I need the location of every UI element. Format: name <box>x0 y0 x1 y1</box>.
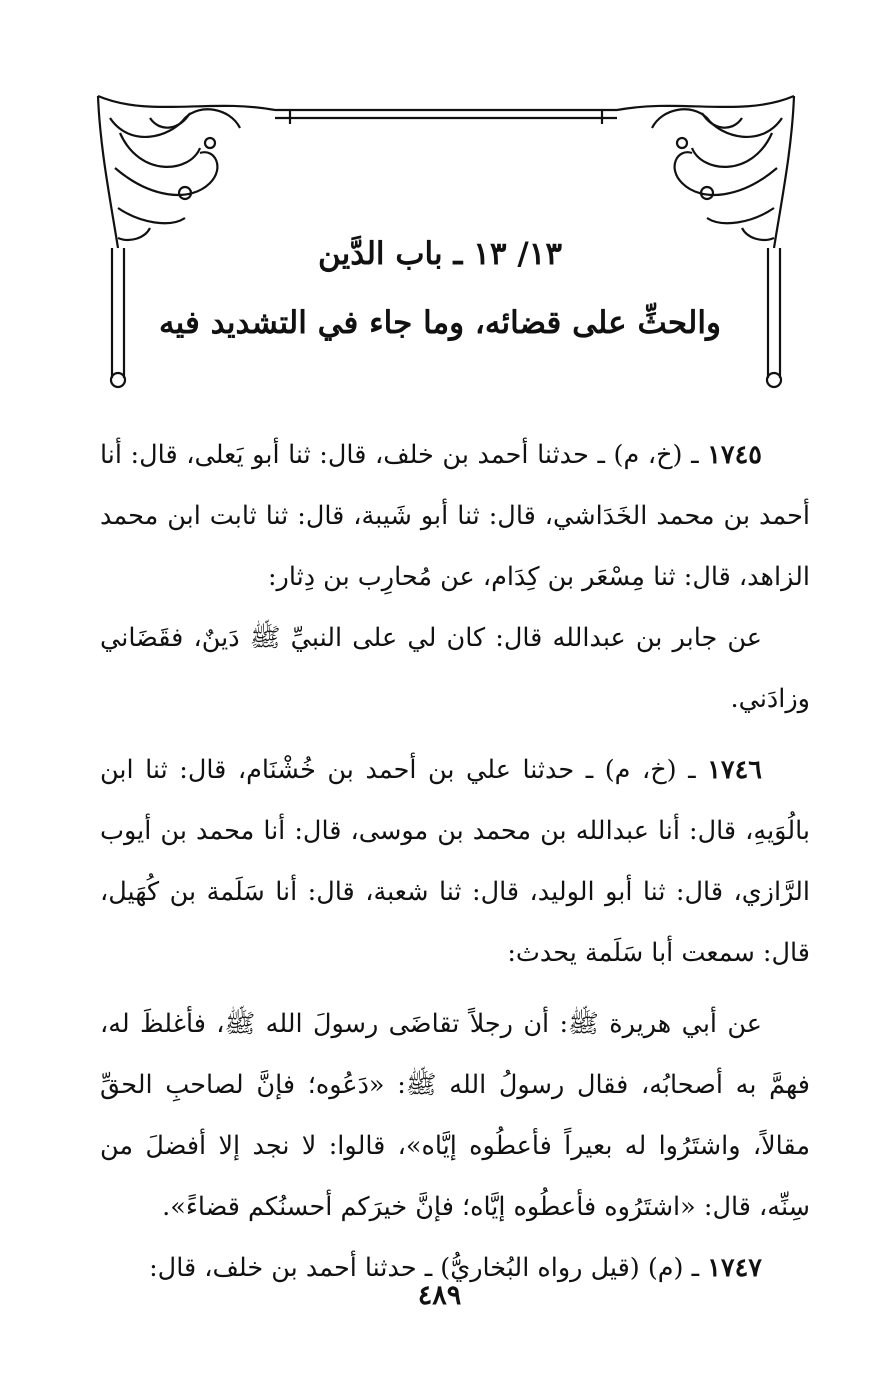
hadith-matn: عن أبي هريرة ﷺ: أن رجلاً تقاضَى رسولَ الله ﷺ، فأغلظَ له، فهمَّ به أصحابُه، فقال رسولُ الله ﷺ: «دَعُوه؛ فإنَّ لصاحبِ الحقِّ مقالاً، واشتَرُوا له بعيراً فأعطُوه إيَّاه»، قالوا: لا نجد إلا أفضلَ من سِنِّه، قال: «اشتَرُوه فأعطُوه إيَّاه؛ فإنَّ خيرَكم أحسنُكم قضاءً». <box>100 1009 810 1222</box>
hadith-isnad <box>100 425 810 608</box>
isnad-text: ـ (خ، م) ـ حدثنا أحمد بن خلف، قال: ثنا أبو يَعلى، قال: أنا أحمد بن محمد الخَدَاشي، قال: ثنا أبو شَيبة، قال: ثنا ثابت ابن محمد الزاهد، قال: ثنا مِسْعَر بن كِدَام، عن مُحارِب بن دِثار: <box>100 440 810 592</box>
hadith-number: ١٧٤٥ <box>707 440 762 470</box>
hadith-matn: عن جابر بن عبدالله قال: كان لي على النبيِّ ﷺ دَينٌ، فقَضَاني وزادَني. <box>100 623 810 714</box>
hadith-number: ١٧٤٧ <box>707 1253 762 1283</box>
isnad-text: ـ (م) (قيل رواه البُخاريُّ) ـ حدثنا أحمد بن خلف، قال: <box>149 1253 700 1283</box>
hadith-text-body <box>100 425 810 1299</box>
hadith-isnad <box>100 740 810 984</box>
isnad-text: ـ (خ، م) ـ حدثنا علي بن أحمد بن خُشْنَام، قال: ثنا ابن بالُوَيهِ، قال: أنا عبدالله بن محمد بن موسى، قال: أنا محمد بن أيوب الرَّازي، قال: ثنا أبو الوليد، قال: ثنا شعبة، قال: أنا سَلَمة بن كُهَيل، قال: سمعت أبا سَلَمة يحدث: <box>100 755 810 968</box>
hadith-number: ١٧٤٦ <box>707 755 762 785</box>
chapter-title-line2: والحثِّ على قضائه، وما جاء في التشديد فيه <box>159 305 721 341</box>
page-number: ٤٨٩ <box>417 1280 462 1311</box>
chapter-title-line1: ١٣/ ١٣ ـ باب الدَّين <box>317 236 563 272</box>
